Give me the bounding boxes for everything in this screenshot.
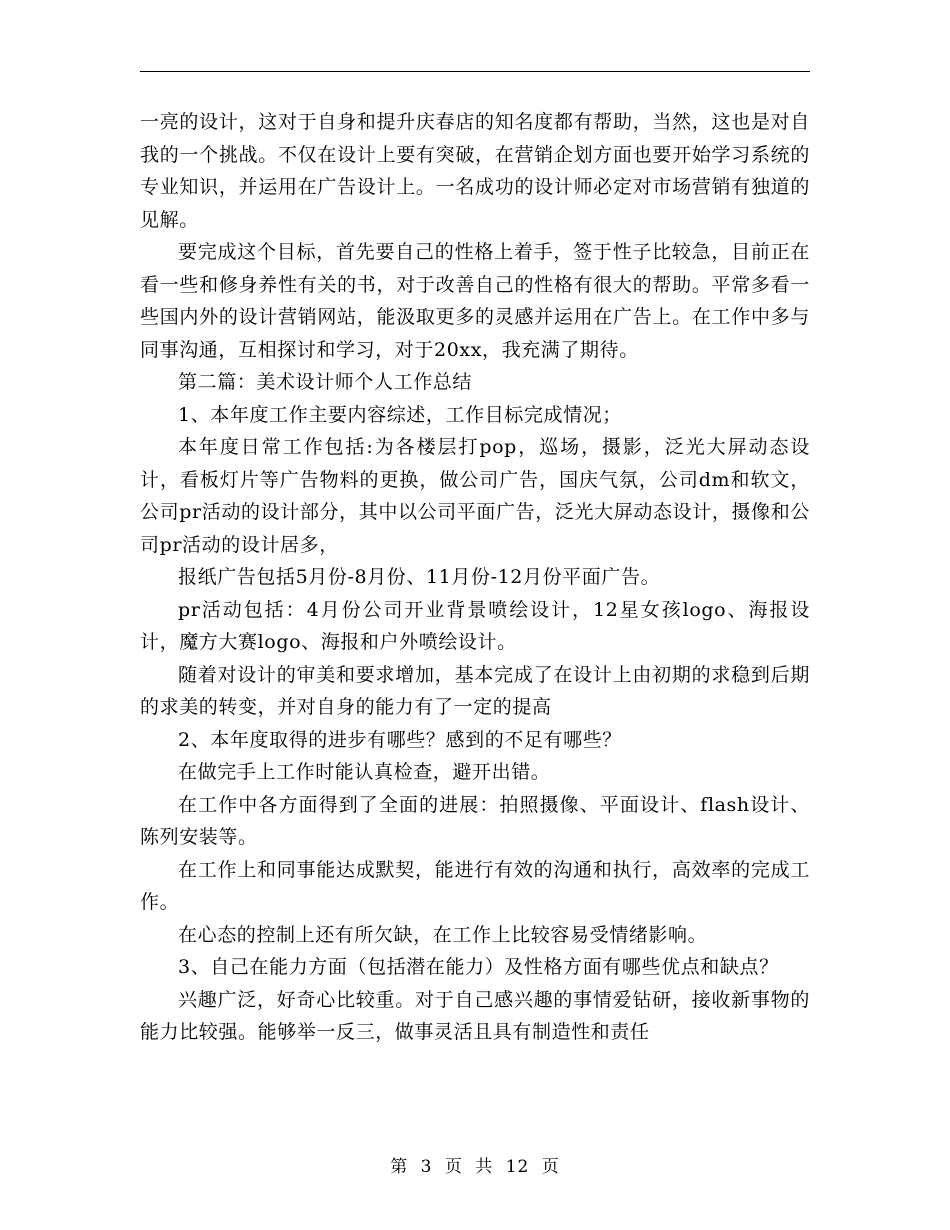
paragraph: 1、本年度工作主要内容综述，工作目标完成情况； [178, 403, 622, 426]
paragraph: 在工作上和同事能达成默契，能进行有效的沟通和执行，高效率的完成工作。 [140, 858, 810, 913]
paragraph: 兴趣广泛，好奇心比较重。对于自己感兴趣的事情爱钻研，接收新事物的能力比较强。能够举一反三，做事灵活且具有制造性和责任 [140, 988, 810, 1043]
paragraph: 在工作中各方面得到了全面的进展：拍照摄像、平面设计、flash设计、陈列安装等。 [140, 793, 810, 848]
paragraph: 在心态的控制上还有所欠缺，在工作上比较容易受情绪影响。 [178, 923, 708, 946]
paragraph: 一亮的设计，这对于自身和提升庆春店的知名度都有帮助，当然，这也是对自我的一个挑战。不仅在设计上要有突破，在营销企划方面也要开始学习系统的专业知识，并运用在广告设计上。一名成功的设计师必定对市场营销有独道的见解。 [140, 111, 810, 231]
paragraph: 3、自己在能力方面（包括潜在能力）及性格方面有哪些优点和缺点？ [178, 956, 779, 978]
paragraph: 第二篇：美术设计师个人工作总结 [178, 371, 473, 393]
body-text [140, 106, 810, 1049]
paragraph: 2、本年度取得的进步有哪些？感到的不足有哪些？ [178, 728, 622, 751]
paragraph: pr活动包括：4月份公司开业背景喷绘设计，12星女孩logo、海报设计，魔方大赛logo、海报和户外喷绘设计。 [140, 598, 810, 653]
paragraph: 随着对设计的审美和要求增加，基本完成了在设计上由初期的求稳到后期的求美的转变，并对自身的能力有了一定的提高 [140, 663, 810, 718]
header-rule [140, 71, 810, 72]
page-footer: 第 3 页 共 12 页 [390, 1157, 560, 1177]
paragraph: 要完成这个目标，首先要自己的性格上着手，签于性子比较急，目前正在看一些和修身养性有关的书，对于改善自己的性格有很大的帮助。平常多看一些国内外的设计营销网站，能汲取更多的灵感并运用在广告上。在工作中多与同事沟通，互相探讨和学习，对于20xx，我充满了期待。 [140, 241, 810, 361]
paragraph: 在做完手上工作时能认真检查，避开出错。 [178, 761, 551, 783]
paragraph: 本年度日常工作包括:为各楼层打pop，巡场，摄影，泛光大屏动态设计，看板灯片等广告物料的更换，做公司广告，国庆气氛，公司dm和软文，公司pr活动的设计部分，其中以公司平面广告，泛光大屏动态设计，摄像和公司pr活动的设计居多， [140, 436, 810, 556]
paragraph: 报纸广告包括5月份-8月份、11月份-12月份平面广告。 [178, 566, 661, 588]
